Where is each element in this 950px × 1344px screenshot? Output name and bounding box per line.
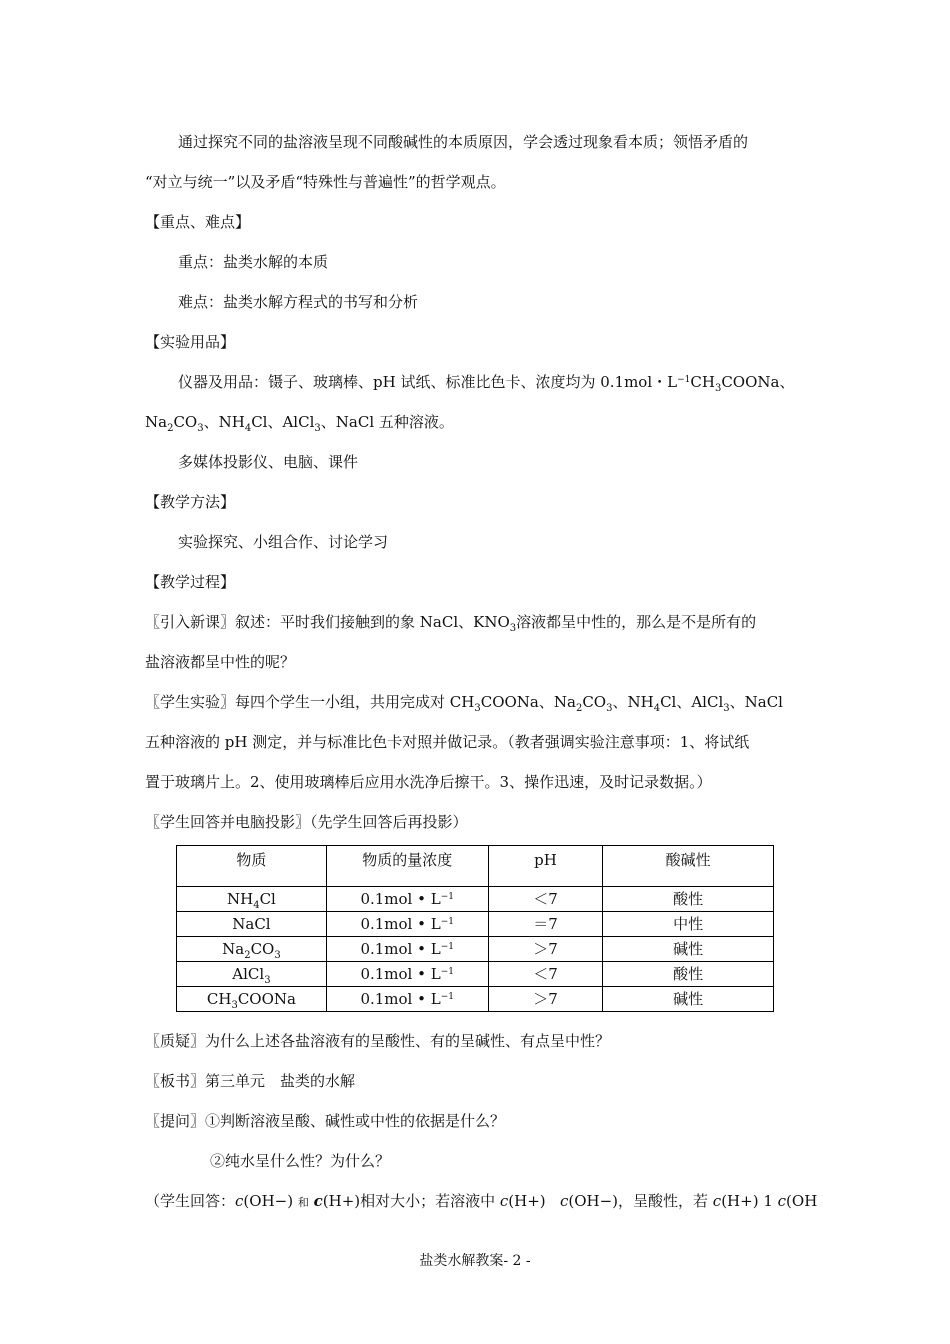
ph-cell: ＞7 [488,987,603,1012]
experiment-label: 〖学生实验〗 [145,693,236,711]
ph-cell: ＞7 [488,937,603,962]
concentration-value: 0.1mol • L [360,915,441,933]
nature-cell: 中性 [603,912,774,937]
experiment-text: 每四个学生一小组，共用完成对 CH [235,693,475,711]
nature-cell: 碱性 [603,987,774,1012]
concentration-value: 0.1mol • L [360,965,441,983]
table-row [177,987,774,1012]
substance-cell: $CH_3COONa$ [177,987,327,1012]
question-text: 为什么上述各盐溶液有的呈酸性、有的呈碱性、有点呈中性？ [205,1032,611,1050]
board-label: 〖板书〗 [145,1072,206,1090]
experiment-line-3: 置于玻璃片上。2、使用玻璃棒后应用水洗净后擦干。3、操作迅速，及时记录数据。） [145,773,712,791]
experiment-line-2: 五种溶液的 pH 测定，并与标准比色卡对照并做记录。（教者强调实验注意事项：1、将试纸 [145,733,750,751]
intro-lesson-line-2: 盐溶液都呈中性的呢？ [145,653,296,671]
ask-line-2: ②纯水呈什么性？为什么？ [210,1152,391,1170]
experiment-line-1: 〖学生实验〗每四个学生一小组，共用完成对 $CH_3COONa$、$Na_2CO_3$、$NH_4Cl$、AlCl$_3$、NaCl [145,693,783,714]
table-header-cell: 物质的量浓度 [326,846,488,887]
ph-cell: ＜7 [488,962,603,987]
materials-text: 仪器及用品：镊子、玻璃棒、pH 试纸、标准比色卡、浓度均为 0.1mol・L [178,373,678,391]
concentration-value: 0.1mol • L [360,990,441,1008]
intro-line-1: 通过探究不同的盐溶液呈现不同酸碱性的本质原因，学会透过现象看本质；领悟矛盾的 [178,133,749,151]
concentration-cell: 0.1mol • $L^{-1}$ [326,912,488,937]
student-answer-label: （学生回答： [145,1192,236,1210]
substance-cell: AlCl$_3$ [177,962,327,987]
ask-text: ①判断溶液呈酸、碱性或中性的依据是什么？ [205,1112,506,1130]
focus-line: 重点：盐类水解的本质 [178,253,329,271]
key-points-heading: 【重点、难点】 [145,213,251,231]
question-line [145,1031,610,1051]
table-row [177,962,774,987]
ph-cell: ＝7 [488,912,603,937]
board-text: 第三单元 盐类的水解 [205,1072,356,1090]
substance-cell: $Na_2CO_3$ [177,937,327,962]
difficulty-line: 难点：盐类水解方程式的书写和分析 [178,293,419,311]
materials-line-3: 多媒体投影仪、电脑、课件 [178,453,359,471]
concentration-cell: 0.1mol • $L^{-1}$ [326,987,488,1012]
table-header-cell: 酸碱性 [603,846,774,887]
results-table [176,845,774,1012]
table-header-cell: 物质 [177,846,327,887]
methods-text: 实验探究、小组合作、讨论学习 [178,533,389,551]
table-row [177,937,774,962]
intro-lesson-text: 叙述：平时我们接触到的象 NaCl、KNO [235,613,510,631]
materials-text-end: Cl 五种溶液。 [357,413,454,431]
intro-lesson-line-1: 〖引入新课〗叙述：平时我们接触到的象 NaCl、$KNO_3$溶液都呈中性的，那么是不是所有的 [145,613,757,634]
intro-lesson-label: 〖引入新课〗 [145,613,236,631]
ask-label: 〖提问〗 [145,1112,206,1130]
concentration-value: 0.1mol • L [360,940,441,958]
page-footer: 盐类水解教案- 2 - [419,1253,531,1269]
substance-cell: NaCl [177,912,327,937]
materials-heading: 【实验用品】 [145,333,236,351]
answer-projection-line: 〖学生回答并电脑投影〗（先学生回答后再投影） [145,813,468,831]
student-answer-line: （学生回答：c(OH−) 和 c(H+)相对大小；若溶液中 c(H+) c(OH−)，呈酸性，若 c(H+) 1 c(OH [145,1192,818,1210]
materials-line-1: 仪器及用品：镊子、玻璃棒、pH 试纸、标准比色卡、浓度均为 0.1mol・$L^{-1}CH_3COONa$、 [178,373,795,394]
concentration-cell: 0.1mol • $L^{-1}$ [326,887,488,912]
methods-heading: 【教学方法】 [145,493,236,511]
table-row [177,887,774,912]
question-label: 〖质疑〗 [145,1032,206,1050]
nature-cell: 酸性 [603,887,774,912]
concentration-value: 0.1mol • L [360,890,441,908]
materials-line-2: $Na_2CO_3$、$NH_4Cl$、AlCl$_3$、NaCl 五种溶液。 [145,413,454,434]
concentration-cell: 0.1mol • $L^{-1}$ [326,962,488,987]
concentration-cell: 0.1mol • $L^{-1}$ [326,937,488,962]
table-header-row [177,846,774,887]
nature-cell: 酸性 [603,962,774,987]
ph-cell: ＜7 [488,887,603,912]
intro-lesson-text-end: 溶液都呈中性的，那么是不是所有的 [516,613,757,631]
nature-cell: 碱性 [603,937,774,962]
table-header-cell: pH [488,846,603,887]
board-line [145,1071,355,1091]
process-heading: 【教学过程】 [145,573,236,591]
substance-cell: $NH_4Cl$ [177,887,327,912]
table-row [177,912,774,937]
intro-line-2: “对立与统一”以及矛盾“特殊性与普遍性”的哲学观点。 [145,173,506,191]
ask-line-1 [145,1111,505,1131]
